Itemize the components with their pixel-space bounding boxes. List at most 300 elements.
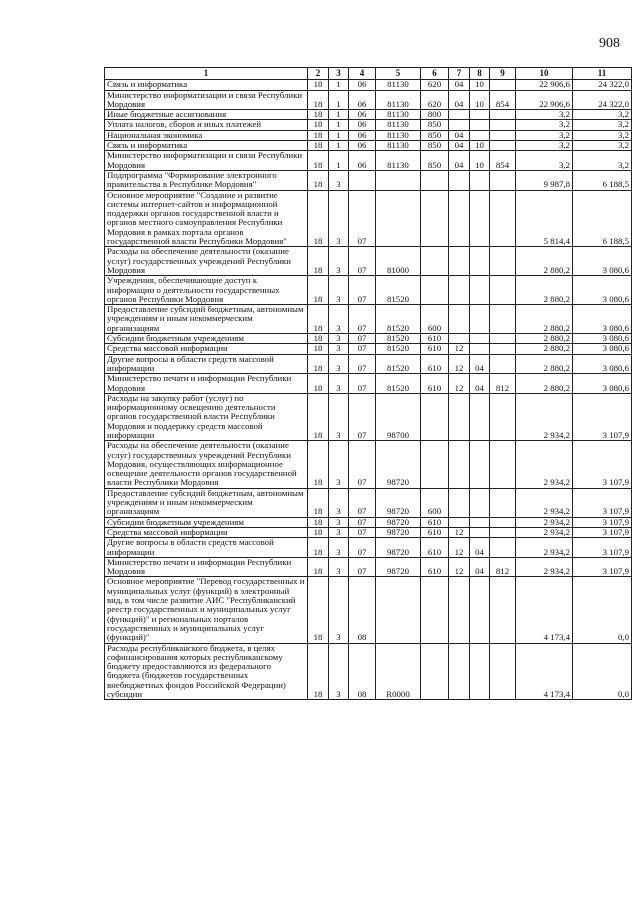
table-row: [105, 557, 632, 577]
row-value-cell: [449, 334, 470, 344]
row-value-cell: 2 934,2: [516, 393, 573, 440]
row-label-cell: Другие вопросы в области средств массовой информации: [105, 354, 308, 374]
header-cell: 6: [421, 68, 449, 80]
row-label-cell: Основное мероприятие "Перевод государственных и муниципальных услуг (функций) в электронный вид, в том числе развитие АИС "Республиканский реестр государственных и муниципальных услуг (функций)" и региональных порталов государственных и муниципальных услуг (функций)": [105, 577, 308, 643]
row-value-cell: 1: [329, 151, 349, 171]
row-value-cell: [490, 577, 516, 643]
row-value-cell: [490, 141, 516, 151]
row-value-cell: 3 107,9: [573, 538, 632, 558]
row-label-cell: Средства массовой информации: [105, 344, 308, 354]
row-label-cell: Министерство информатизации и связи Республики Мордовия: [105, 151, 308, 171]
row-value-cell: 18: [308, 90, 329, 110]
row-value-cell: 07: [349, 247, 376, 276]
header-row: [105, 68, 632, 80]
row-value-cell: 04: [449, 151, 470, 171]
row-value-cell: 2 880,2: [516, 276, 573, 305]
row-value-cell: 3 080,6: [573, 374, 632, 394]
row-label-cell: Субсидии бюджетным учреждениям: [105, 517, 308, 527]
row-value-cell: 2 880,2: [516, 247, 573, 276]
row-value-cell: 07: [349, 344, 376, 354]
header-cell: 2: [308, 68, 329, 80]
row-value-cell: [490, 110, 516, 120]
row-label-cell: Другие вопросы в области средств массовой информации: [105, 538, 308, 558]
table-row: [105, 577, 632, 643]
row-value-cell: 812: [490, 374, 516, 394]
table-row: [105, 488, 632, 517]
row-value-cell: [490, 517, 516, 527]
header-cell: 1: [105, 68, 308, 80]
row-value-cell: 600: [421, 488, 449, 517]
row-value-cell: 3 107,9: [573, 517, 632, 527]
row-label-cell: Средства массовой информации: [105, 527, 308, 537]
table-row: [105, 110, 632, 120]
row-value-cell: [470, 276, 490, 305]
row-value-cell: [490, 488, 516, 517]
row-value-cell: 18: [308, 643, 329, 700]
row-value-cell: [470, 130, 490, 140]
row-value-cell: 81520: [376, 344, 421, 354]
row-value-cell: 850: [421, 151, 449, 171]
row-label-cell: Министерство печати и информации Республики Мордовия: [105, 557, 308, 577]
row-value-cell: 3,2: [573, 110, 632, 120]
row-value-cell: 3: [329, 538, 349, 558]
row-value-cell: 06: [349, 110, 376, 120]
row-value-cell: 4 173,4: [516, 577, 573, 643]
row-value-cell: 12: [449, 527, 470, 537]
table-row: [105, 643, 632, 700]
row-value-cell: 18: [308, 247, 329, 276]
row-value-cell: [490, 538, 516, 558]
row-value-cell: [490, 190, 516, 247]
row-value-cell: 2 934,2: [516, 557, 573, 577]
row-value-cell: 10: [470, 90, 490, 110]
row-value-cell: 3 107,9: [573, 488, 632, 517]
row-value-cell: [490, 354, 516, 374]
row-value-cell: [490, 247, 516, 276]
table-row: [105, 120, 632, 130]
row-value-cell: 3 107,9: [573, 441, 632, 488]
table-row: [105, 393, 632, 440]
row-value-cell: [421, 577, 449, 643]
row-value-cell: [490, 393, 516, 440]
row-value-cell: 06: [349, 151, 376, 171]
row-value-cell: 9 987,8: [516, 170, 573, 190]
row-value-cell: 2 880,2: [516, 354, 573, 374]
row-value-cell: 18: [308, 354, 329, 374]
row-value-cell: [490, 643, 516, 700]
row-value-cell: 18: [308, 393, 329, 440]
table-row: [105, 374, 632, 394]
row-value-cell: [470, 577, 490, 643]
row-value-cell: [421, 441, 449, 488]
table-row: [105, 305, 632, 334]
table-row: [105, 190, 632, 247]
row-value-cell: 06: [349, 130, 376, 140]
row-value-cell: 3: [329, 354, 349, 374]
row-value-cell: 08: [349, 577, 376, 643]
row-value-cell: 2 880,2: [516, 344, 573, 354]
row-value-cell: [470, 190, 490, 247]
row-value-cell: 10: [470, 80, 490, 90]
row-value-cell: 18: [308, 374, 329, 394]
row-value-cell: 3,2: [516, 151, 573, 171]
row-value-cell: 81000: [376, 247, 421, 276]
row-value-cell: 2 880,2: [516, 334, 573, 344]
row-value-cell: [490, 130, 516, 140]
row-value-cell: 04: [449, 141, 470, 151]
row-value-cell: 3 080,6: [573, 334, 632, 344]
row-value-cell: 07: [349, 517, 376, 527]
row-value-cell: 610: [421, 557, 449, 577]
row-value-cell: 98720: [376, 527, 421, 537]
row-value-cell: 3: [329, 305, 349, 334]
budget-table: [104, 67, 632, 700]
header-cell: 11: [573, 68, 632, 80]
row-value-cell: 1: [329, 80, 349, 90]
row-value-cell: 3,2: [516, 120, 573, 130]
row-value-cell: 610: [421, 344, 449, 354]
row-value-cell: 98720: [376, 538, 421, 558]
row-value-cell: 81520: [376, 374, 421, 394]
row-value-cell: 06: [349, 141, 376, 151]
table-row: [105, 90, 632, 110]
row-value-cell: 07: [349, 557, 376, 577]
row-value-cell: 610: [421, 334, 449, 344]
row-value-cell: 1: [329, 120, 349, 130]
row-value-cell: 81520: [376, 334, 421, 344]
row-value-cell: 600: [421, 305, 449, 334]
row-value-cell: [376, 190, 421, 247]
row-value-cell: 07: [349, 276, 376, 305]
row-value-cell: 2 934,2: [516, 538, 573, 558]
row-value-cell: 2 934,2: [516, 517, 573, 527]
row-value-cell: [490, 527, 516, 537]
row-value-cell: 04: [449, 90, 470, 110]
row-value-cell: 2 934,2: [516, 527, 573, 537]
row-value-cell: 3: [329, 393, 349, 440]
row-value-cell: [421, 393, 449, 440]
row-value-cell: 3 107,9: [573, 393, 632, 440]
row-value-cell: 06: [349, 120, 376, 130]
row-value-cell: 18: [308, 120, 329, 130]
row-value-cell: [470, 120, 490, 130]
table-row: [105, 151, 632, 171]
row-value-cell: 850: [421, 141, 449, 151]
table-row: [105, 141, 632, 151]
row-value-cell: [421, 170, 449, 190]
row-value-cell: 3: [329, 276, 349, 305]
row-value-cell: 3,2: [516, 110, 573, 120]
row-value-cell: [470, 488, 490, 517]
row-value-cell: 04: [470, 354, 490, 374]
row-value-cell: 81520: [376, 276, 421, 305]
row-value-cell: [490, 276, 516, 305]
row-value-cell: 812: [490, 557, 516, 577]
row-value-cell: 854: [490, 90, 516, 110]
row-value-cell: 2 934,2: [516, 488, 573, 517]
header-cell: 3: [329, 68, 349, 80]
row-value-cell: 07: [349, 538, 376, 558]
row-value-cell: [490, 80, 516, 90]
row-value-cell: 18: [308, 538, 329, 558]
row-value-cell: 81130: [376, 120, 421, 130]
row-value-cell: 08: [349, 643, 376, 700]
table-row: [105, 276, 632, 305]
row-label-cell: Связь и информатика: [105, 80, 308, 90]
row-value-cell: 18: [308, 170, 329, 190]
row-value-cell: 18: [308, 527, 329, 537]
row-value-cell: 2 880,2: [516, 305, 573, 334]
row-value-cell: 22 906,6: [516, 80, 573, 90]
row-label-cell: Субсидии бюджетным учреждениям: [105, 334, 308, 344]
row-value-cell: 81130: [376, 80, 421, 90]
row-value-cell: 10: [470, 151, 490, 171]
row-value-cell: [470, 170, 490, 190]
row-value-cell: 07: [349, 354, 376, 374]
table-row: [105, 538, 632, 558]
row-value-cell: [490, 170, 516, 190]
row-label-cell: Подпрограмма "Формирование электронного правительства в Республике Мордовия": [105, 170, 308, 190]
row-value-cell: 620: [421, 80, 449, 90]
row-value-cell: 3: [329, 247, 349, 276]
row-value-cell: 18: [308, 141, 329, 151]
row-value-cell: 620: [421, 90, 449, 110]
row-value-cell: 04: [449, 80, 470, 90]
table-row: [105, 170, 632, 190]
row-value-cell: 18: [308, 577, 329, 643]
row-value-cell: [449, 276, 470, 305]
header-cell: 4: [349, 68, 376, 80]
row-value-cell: 1: [329, 130, 349, 140]
row-value-cell: 3: [329, 643, 349, 700]
row-value-cell: 98700: [376, 393, 421, 440]
row-value-cell: R0000: [376, 643, 421, 700]
row-value-cell: 98720: [376, 557, 421, 577]
row-value-cell: 4 173,4: [516, 643, 573, 700]
row-value-cell: 22 906,6: [516, 90, 573, 110]
row-value-cell: 18: [308, 110, 329, 120]
row-value-cell: 3,2: [573, 141, 632, 151]
row-label-cell: Расходы на закупку работ (услуг) по информационному освещению деятельности органов государственной власти Республики Мордовия и поддержку средств массовой информации: [105, 393, 308, 440]
row-value-cell: [449, 190, 470, 247]
row-value-cell: 610: [421, 538, 449, 558]
row-value-cell: [470, 441, 490, 488]
row-value-cell: 81520: [376, 305, 421, 334]
row-value-cell: 07: [349, 441, 376, 488]
row-label-cell: Предоставление субсидий бюджетным, автономным учреждениям и иным некоммерческим организациям: [105, 488, 308, 517]
row-label-cell: Иные бюджетные ассигнования: [105, 110, 308, 120]
row-value-cell: 1: [329, 141, 349, 151]
row-value-cell: [449, 305, 470, 334]
row-value-cell: 18: [308, 334, 329, 344]
row-value-cell: [449, 488, 470, 517]
row-value-cell: [449, 577, 470, 643]
row-value-cell: 12: [449, 538, 470, 558]
row-value-cell: 18: [308, 130, 329, 140]
row-value-cell: 3 080,6: [573, 305, 632, 334]
row-value-cell: 18: [308, 190, 329, 247]
row-value-cell: 2 934,2: [516, 441, 573, 488]
row-value-cell: 2 880,2: [516, 374, 573, 394]
row-value-cell: 3: [329, 190, 349, 247]
row-value-cell: [470, 643, 490, 700]
table-row: [105, 247, 632, 276]
table-row: [105, 354, 632, 374]
row-value-cell: [470, 344, 490, 354]
row-value-cell: 18: [308, 305, 329, 334]
row-value-cell: 07: [349, 334, 376, 344]
row-value-cell: 12: [449, 374, 470, 394]
row-value-cell: 18: [308, 151, 329, 171]
row-value-cell: 3 107,9: [573, 527, 632, 537]
row-value-cell: 610: [421, 527, 449, 537]
row-value-cell: 6 188,5: [573, 190, 632, 247]
row-label-cell: Национальная экономика: [105, 130, 308, 140]
row-label-cell: Министерство печати и информации Республики Мордовия: [105, 374, 308, 394]
row-value-cell: 06: [349, 80, 376, 90]
row-label-cell: Учреждения, обеспечивающие доступ к информации о деятельности государственных органов Республики Мордовия: [105, 276, 308, 305]
row-value-cell: 18: [308, 557, 329, 577]
row-value-cell: 07: [349, 488, 376, 517]
row-value-cell: 3 080,6: [573, 276, 632, 305]
row-value-cell: 81130: [376, 151, 421, 171]
row-value-cell: 3 080,6: [573, 344, 632, 354]
row-value-cell: 3: [329, 527, 349, 537]
row-value-cell: [470, 393, 490, 440]
row-value-cell: 610: [421, 517, 449, 527]
row-value-cell: 06: [349, 90, 376, 110]
row-value-cell: 04: [470, 557, 490, 577]
row-value-cell: [449, 170, 470, 190]
row-value-cell: [421, 247, 449, 276]
row-value-cell: 3 080,6: [573, 354, 632, 374]
row-value-cell: 04: [470, 374, 490, 394]
row-value-cell: [490, 305, 516, 334]
row-value-cell: 07: [349, 190, 376, 247]
row-value-cell: 800: [421, 110, 449, 120]
row-value-cell: [421, 276, 449, 305]
row-value-cell: 3: [329, 557, 349, 577]
row-value-cell: 98720: [376, 441, 421, 488]
row-value-cell: 0,0: [573, 643, 632, 700]
row-value-cell: 3: [329, 441, 349, 488]
row-value-cell: 3,2: [573, 151, 632, 171]
row-value-cell: 18: [308, 488, 329, 517]
row-value-cell: 07: [349, 393, 376, 440]
table-body: [105, 80, 632, 700]
row-value-cell: 1: [329, 110, 349, 120]
row-value-cell: [490, 344, 516, 354]
row-label-cell: Связь и информатика: [105, 141, 308, 151]
row-value-cell: 24 322,0: [573, 80, 632, 90]
header-cell: 7: [449, 68, 470, 80]
row-value-cell: 81520: [376, 354, 421, 374]
row-value-cell: 24 322,0: [573, 90, 632, 110]
row-value-cell: 3 080,6: [573, 247, 632, 276]
row-value-cell: 3,2: [516, 141, 573, 151]
row-value-cell: 12: [449, 557, 470, 577]
row-value-cell: [470, 305, 490, 334]
table-row: [105, 527, 632, 537]
table-row: [105, 130, 632, 140]
row-value-cell: [421, 643, 449, 700]
row-value-cell: [470, 527, 490, 537]
row-value-cell: [470, 110, 490, 120]
header-cell: 5: [376, 68, 421, 80]
row-value-cell: [470, 247, 490, 276]
table-row: [105, 334, 632, 344]
row-value-cell: 07: [349, 305, 376, 334]
row-value-cell: 18: [308, 276, 329, 305]
row-value-cell: 12: [449, 354, 470, 374]
header-cell: 10: [516, 68, 573, 80]
row-value-cell: 850: [421, 130, 449, 140]
row-value-cell: [449, 643, 470, 700]
page-number: 908: [599, 36, 620, 51]
row-value-cell: [449, 517, 470, 527]
row-value-cell: 3: [329, 344, 349, 354]
row-value-cell: [449, 393, 470, 440]
row-value-cell: 3: [329, 170, 349, 190]
row-value-cell: 610: [421, 354, 449, 374]
header-cell: 8: [470, 68, 490, 80]
row-value-cell: 18: [308, 517, 329, 527]
row-value-cell: [490, 334, 516, 344]
row-value-cell: [376, 577, 421, 643]
row-value-cell: 18: [308, 344, 329, 354]
row-value-cell: 0,0: [573, 577, 632, 643]
row-value-cell: 3,2: [573, 120, 632, 130]
row-value-cell: 07: [349, 374, 376, 394]
row-value-cell: 3: [329, 577, 349, 643]
row-value-cell: 04: [470, 538, 490, 558]
row-value-cell: 81130: [376, 130, 421, 140]
table-row: [105, 441, 632, 488]
row-value-cell: 6 188,5: [573, 170, 632, 190]
row-value-cell: 18: [308, 441, 329, 488]
row-value-cell: [449, 441, 470, 488]
row-value-cell: 98720: [376, 488, 421, 517]
table-row: [105, 344, 632, 354]
row-value-cell: 3,2: [516, 130, 573, 140]
row-value-cell: 3: [329, 488, 349, 517]
row-value-cell: [449, 247, 470, 276]
row-value-cell: [470, 517, 490, 527]
row-value-cell: 10: [470, 141, 490, 151]
row-value-cell: 3: [329, 334, 349, 344]
row-label-cell: Предоставление субсидий бюджетным, автономным учреждениям и иным некоммерческим организациям: [105, 305, 308, 334]
row-value-cell: 3,2: [573, 130, 632, 140]
row-value-cell: 12: [449, 344, 470, 354]
table-row: [105, 80, 632, 90]
row-value-cell: [376, 170, 421, 190]
row-value-cell: 1: [329, 90, 349, 110]
row-value-cell: [490, 441, 516, 488]
table-row: [105, 517, 632, 527]
row-value-cell: 3: [329, 374, 349, 394]
row-label-cell: Уплата налогов, сборов и иных платежей: [105, 120, 308, 130]
row-value-cell: 850: [421, 120, 449, 130]
row-label-cell: Расходы республиканского бюджета, в целях софинансирования которых республиканскому бюджету предоставляются из федерального бюджета (бюджетов государственных внебюджетных фондов Российской Федерации) субсидии: [105, 643, 308, 700]
row-value-cell: 3: [329, 517, 349, 527]
row-value-cell: [490, 120, 516, 130]
row-value-cell: 07: [349, 527, 376, 537]
row-value-cell: [421, 190, 449, 247]
row-value-cell: 81130: [376, 110, 421, 120]
row-label-cell: Расходы на обеспечение деятельности (оказание услуг) государственных учреждений Республики Мордовия: [105, 247, 308, 276]
row-label-cell: Основное мероприятие "Создание и развитие системы интернет-сайтов и информационной поддержки органов государственной власти и органов местного самоуправления Республики Мордовия в рамках портала органов государственной власти Республики Мордовия": [105, 190, 308, 247]
row-value-cell: 81130: [376, 90, 421, 110]
